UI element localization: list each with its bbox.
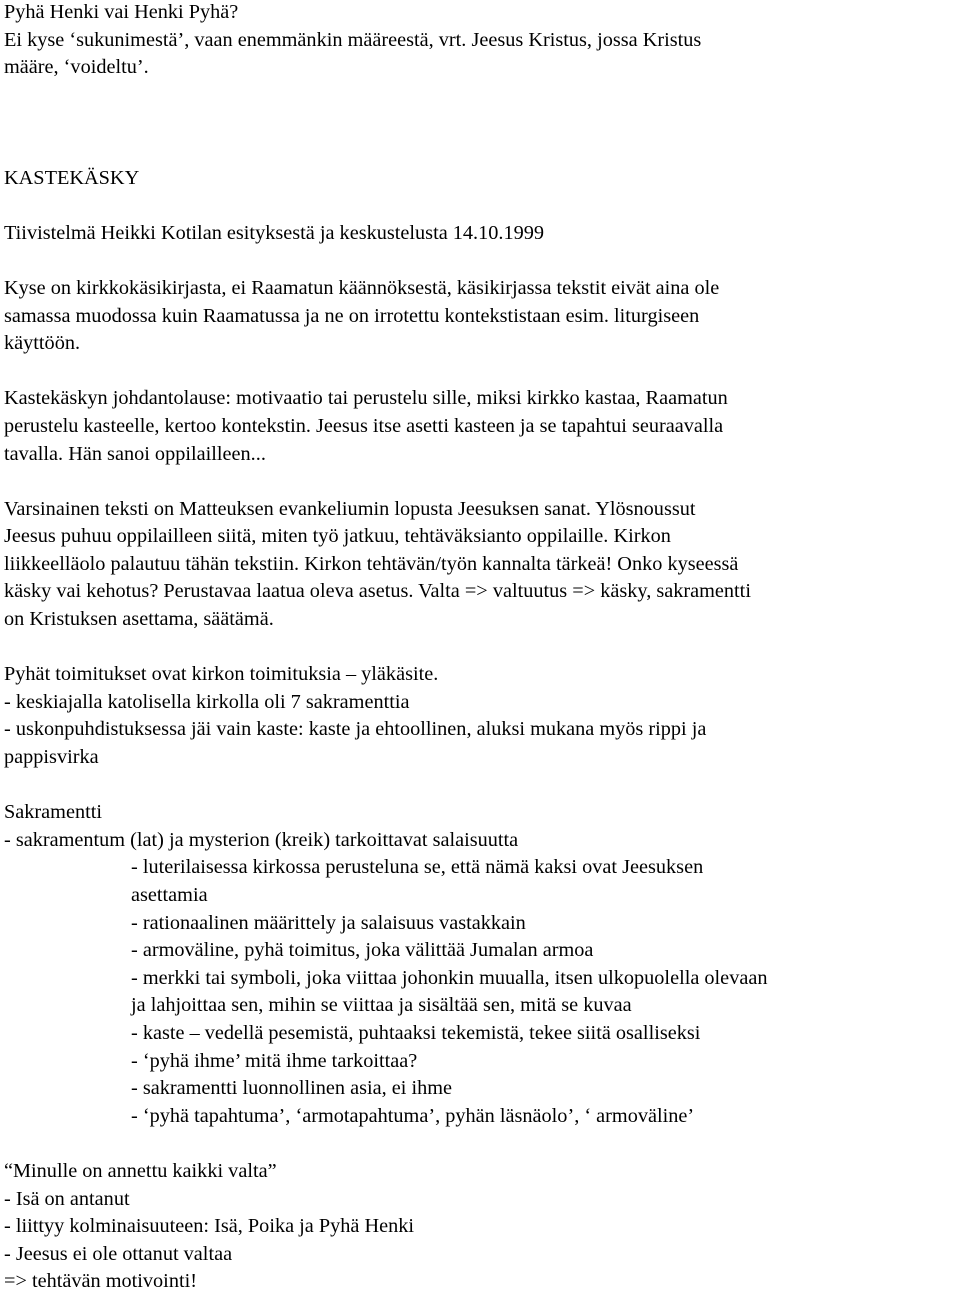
paragraph-4-line: Pyhät toimitukset ovat kirkon toimituksia – yläkäsite. (4, 663, 439, 686)
paragraph-4 (4, 661, 958, 771)
summary-line: Tiivistelmä Heikki Kotilan esityksestä ja keskustelusta 14.10.1999 (4, 221, 545, 244)
sakramentti-item: asettamia (131, 884, 208, 907)
paragraph-3-line: käsky vai kehotus? Perustavaa laatua oleva asetus. Valta => valtuutus => käsky, sakramentti (4, 580, 751, 603)
paragraph-3-line: liikkeelläolo palautuu tähän tekstiin. Kirkon tehtävän/työn kannalta tärkeä! Onko kyseessä (4, 552, 739, 575)
sakramentti-title: Sakramentti (4, 801, 102, 824)
intro-block (4, 0, 958, 82)
intro-line-1: Pyhä Henki vai Henki Pyhä? (4, 1, 239, 23)
intro-line-2: Ei kyse ‘sukunimestä’, vaan enemmänkin määreestä, vrt. Jeesus Kristus, jossa Kristus (4, 28, 702, 51)
sakramentti-item: ja lahjoittaa sen, mihin se viittaa ja sisältää sen, mitä se kuvaa (131, 994, 632, 1017)
sakramentti-item: - ‘pyhä tapahtuma’, ‘armotapahtuma’, pyhän läsnäolo’, ‘ armoväline’ (131, 1104, 695, 1127)
heading-kastekasky: KASTEKÄSKY (4, 166, 140, 189)
paragraph-5-line: - liittyy kolminaisuuteen: Isä, Poika ja Pyhä Henki (4, 1215, 415, 1238)
intro-line-3: määre, ‘voideltu’. (4, 56, 149, 79)
paragraph-5-line: “Minulle on annettu kaikki valta” (4, 1159, 277, 1182)
sakramentti-section (4, 799, 958, 1130)
paragraph-1-line: Kyse on kirkkokäsikirjasta, ei Raamatun käännöksestä, käsikirjassa tekstit eivät aina ole (4, 276, 720, 299)
sakramentti-first-line: - sakramentum (lat) ja mysterion (kreik) tarkoittavat salaisuutta (4, 828, 519, 851)
paragraph-2-line: tavalla. Hän sanoi oppilailleen... (4, 442, 266, 465)
sakramentti-item: - armoväline, pyhä toimitus, joka välittää Jumalan armoa (131, 939, 594, 962)
sakramentti-item: - luterilaisessa kirkossa perusteluna se, että nämä kaksi ovat Jeesuksen (131, 856, 704, 879)
sakramentti-item: - sakramentti luonnollinen asia, ei ihme (131, 1077, 453, 1100)
paragraph-4-line: - uskonpuhdistuksessa jäi vain kaste: kaste ja ehtoollinen, aluksi mukana myös rippi ja (4, 718, 707, 741)
sakramentti-item: - ‘pyhä ihme’ mitä ihme tarkoittaa? (131, 1049, 418, 1072)
sakramentti-item: - merkki tai symboli, joka viittaa johonkin muualla, itsen ulkopuolella olevaan (131, 966, 768, 989)
paragraph-3-line: Varsinainen teksti on Matteuksen evankeliumin lopusta Jeesuksen sanat. Ylösnoussut (4, 497, 696, 520)
paragraph-3 (4, 496, 958, 634)
paragraph-5-line: => tehtävän motivointi! (4, 1270, 197, 1293)
document-page (4, 0, 958, 1296)
sakramentti-item: - rationaalinen määrittely ja salaisuus vastakkain (131, 911, 526, 934)
paragraph-1-line: käyttöön. (4, 332, 81, 355)
paragraph-4-line: - keskiajalla katolisella kirkolla oli 7 sakramenttia (4, 690, 410, 713)
paragraph-5 (4, 1158, 958, 1296)
paragraph-1 (4, 275, 958, 358)
paragraph-5-line: - Jeesus ei ole ottanut valtaa (4, 1242, 233, 1265)
paragraph-1-line: samassa muodossa kuin Raamatussa ja ne on irrotettu kontekstistaan esim. liturgiseen (4, 304, 700, 327)
paragraph-3-line: Jeesus puhuu oppilailleen siitä, miten työ jatkuu, tehtäväksianto oppilaille. Kirkon (4, 525, 671, 548)
paragraph-4-line: pappisvirka (4, 746, 99, 769)
paragraph-2 (4, 385, 958, 468)
paragraph-3-line: on Kristuksen asettama, säätämä. (4, 608, 274, 631)
sakramentti-item: - kaste – vedellä pesemistä, puhtaaksi tekemistä, tekee siitä osalliseksi (131, 1021, 701, 1044)
paragraph-2-line: perustelu kasteelle, kertoo kontekstin. Jeesus itse asetti kasteen ja se tapahtui seuraavalla (4, 414, 724, 437)
paragraph-2-line: Kastekäskyn johdantolause: motivaatio tai perustelu sille, miksi kirkko kastaa, Raamatun (4, 387, 728, 410)
paragraph-5-line: - Isä on antanut (4, 1187, 130, 1210)
